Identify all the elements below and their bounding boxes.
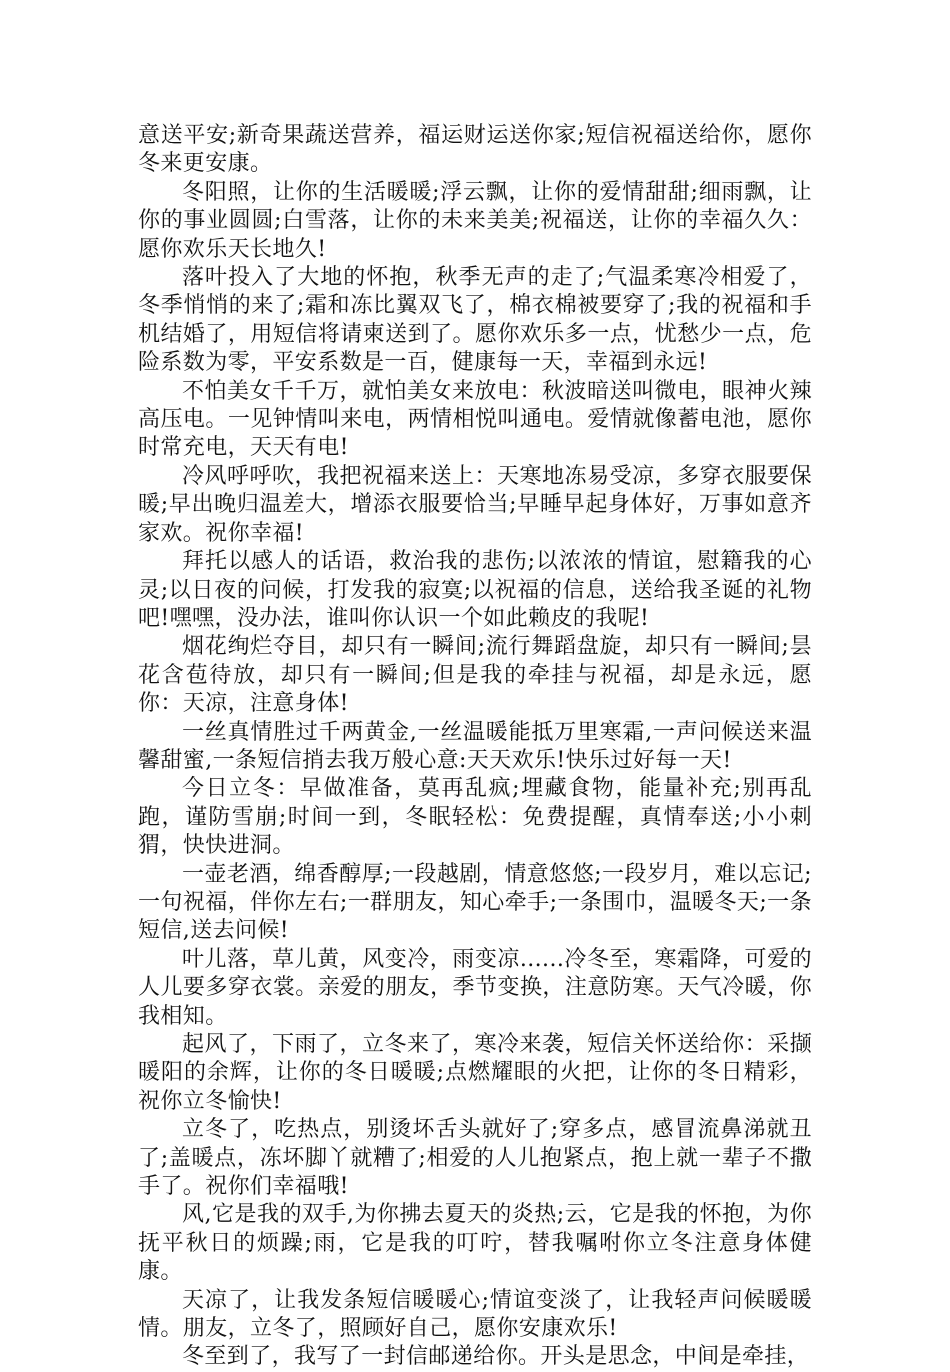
body-paragraph: 拜托以感人的话语，救治我的悲伤;以浓浓的情谊，慰籍我的心灵;以日夜的问候，打发我的寂寞;以祝福的信息，送给我圣诞的礼物吧!嘿嘿，没办法，谁叫你认识一个如此赖皮的我呢! [138,549,812,631]
body-paragraph: 风,它是我的双手,为你拂去夏天的炎热;云，它是我的怀抱，为你抚平秋日的烦躁;雨，它是我的叮咛，替我嘱咐你立冬注意身体健康。 [138,1202,812,1285]
body-paragraph: 今日立冬：早做准备，莫再乱疯;埋藏食物，能量补充;别再乱跑，谨防雪崩;时间一到，冬眠轻松：免费提醒，真情奉送;小小刺猬，快快进洞。 [138,776,812,859]
body-paragraph: 不怕美女千千万，就怕美女来放电：秋波暗送叫微电，眼神火辣高压电。一见钟情叫来电，两情相悦叫通电。爱情就像蓄电池，愿你时常充电，天天有电! [138,378,812,461]
body-paragraph: 烟花绚烂夺目，却只有一瞬间;流行舞蹈盘旋，却只有一瞬间;昙花含苞待放，却只有一瞬间;但是我的牵挂与祝福，却是永远，愿你：天凉，注意身体! [138,634,812,717]
document-body [138,122,812,1372]
body-paragraph: 冬阳照，让你的生活暖暖;浮云飘，让你的爱情甜甜;细雨飘，让你的事业圆圆;白雪落，让你的未来美美;祝福送，让你的幸福久久：愿你欢乐天长地久! [138,179,812,262]
body-paragraph: 一壶老酒，绵香醇厚;一段越剧，情意悠悠;一段岁月，难以忘记;一句祝福，伴你左右;一群朋友，知心牵手;一条围巾，温暖冬天;一条短信,送去问候! [138,861,812,944]
body-paragraph: 天凉了，让我发条短信暖暖心;情谊变淡了，让我轻声问候暖暖情。朋友，立冬了，照顾好自己，愿你安康欢乐! [138,1287,812,1342]
body-paragraph: 立冬了，吃热点，别烫坏舌头就好了;穿多点，感冒流鼻涕就丑了;盖暖点，冻坏脚丫就糟了;相爱的人儿抱紧点，抱上就一辈子不撒手了。祝你们幸福哦! [138,1117,812,1200]
body-paragraph: 叶儿落，草儿黄，风变冷，雨变凉......冷冬至，寒霜降，可爱的人儿要多穿衣裳。亲爱的朋友，季节变换，注意防寒。天气冷暖，你我相知。 [138,946,812,1029]
body-paragraph: 冬至到了，我写了一封信邮递给你。开头是思念，中间是牵挂， [182,1344,810,1370]
body-paragraph: 冷风呼呼吹，我把祝福来送上：天寒地冻易受凉，多穿衣服要保暖;早出晚归温差大，增添衣服要恰当;早睡早起身体好，万事如意齐家欢。祝你幸福! [138,463,812,546]
body-paragraph: 一丝真情胜过千两黄金,一丝温暖能抵万里寒霜,一声问候送来温馨甜蜜,一条短信捎去我万般心意:天天欢乐!快乐过好每一天! [138,719,812,773]
body-paragraph: 起风了，下雨了，立冬来了，寒冷来袭，短信关怀送给你：采撷暖阳的余辉，让你的冬日暖暖;点燃耀眼的火把，让你的冬日精彩，祝你立冬愉快! [138,1032,812,1114]
body-paragraph: 意送平安;新奇果蔬送营养，福运财运送你家;短信祝福送给你，愿你冬来更安康。 [138,123,812,177]
body-paragraph: 落叶投入了大地的怀抱，秋季无声的走了;气温柔寒冷相爱了，冬季悄悄的来了;霜和冻比翼双飞了，棉衣棉被要穿了;我的祝福和手机结婚了，用短信将请柬送到了。愿你欢乐多一点，忧愁少一点，危险系数为零，平安系数是一百，健康每一天，幸福到永远! [138,265,812,376]
